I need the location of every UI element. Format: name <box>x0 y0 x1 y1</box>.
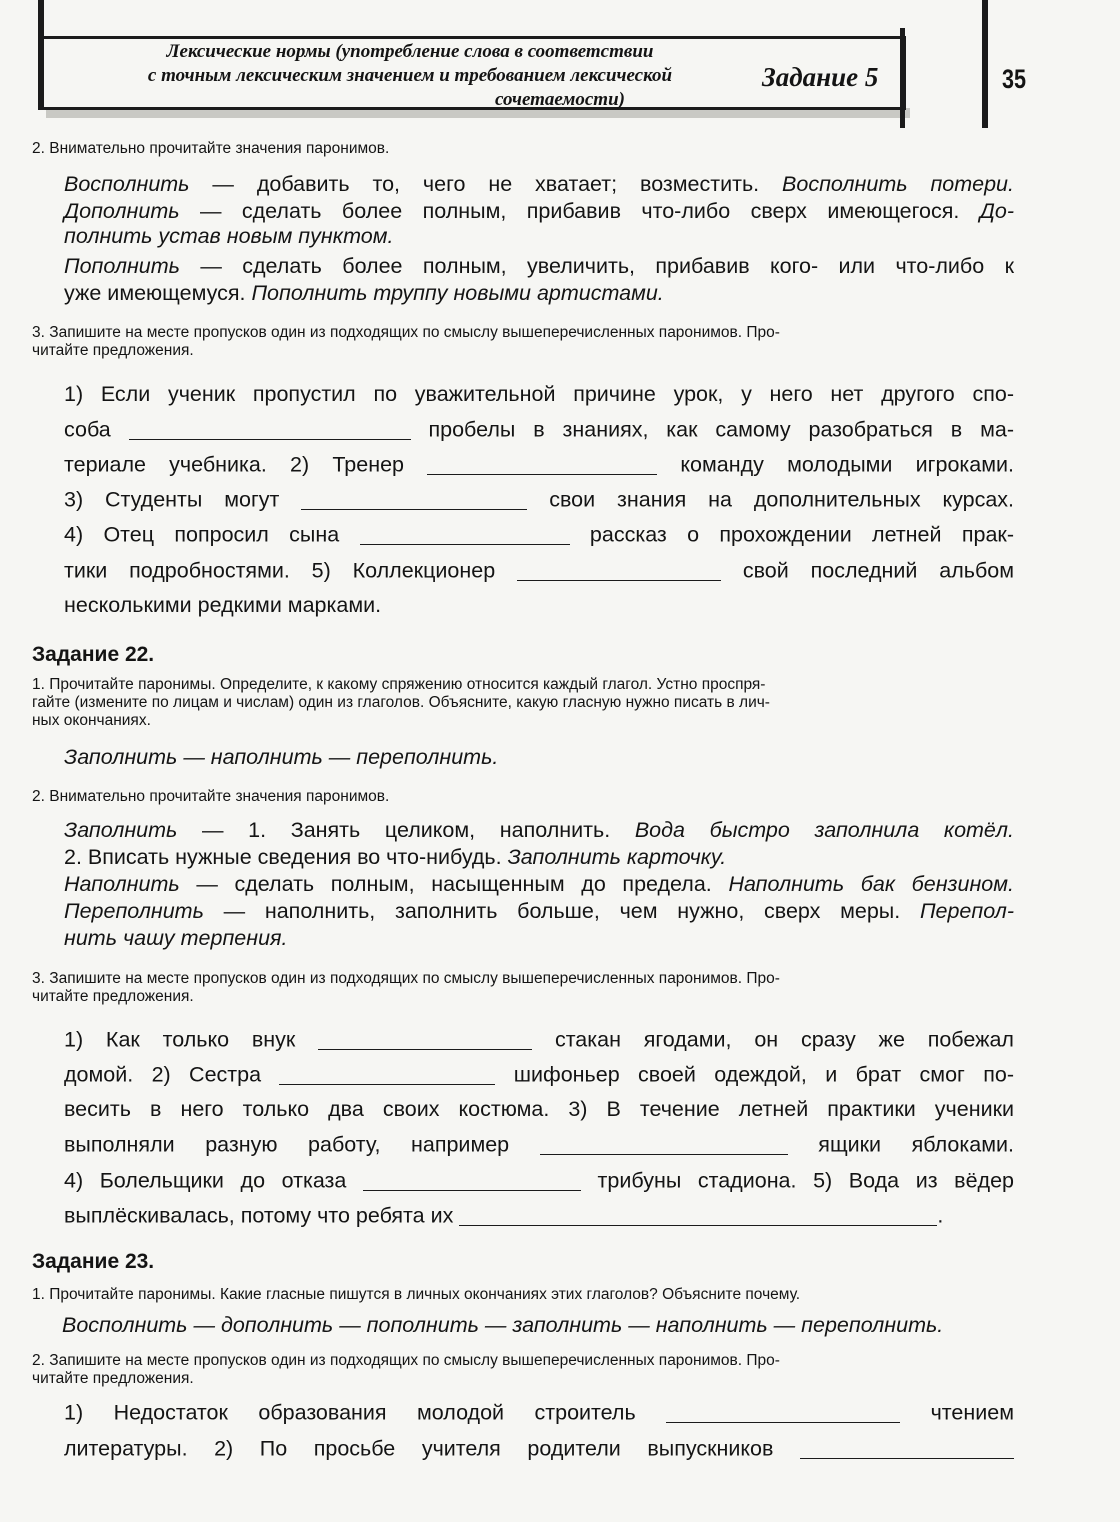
s22-d3-example-b: нить чашу терпения. <box>64 926 288 950</box>
answer-blank[interactable] <box>427 452 657 475</box>
s22-s4a: выполняли разную работу, например <box>64 1132 510 1157</box>
s22-d1b-example: Заполнить карточку. <box>507 845 727 869</box>
s21-s2a: соба <box>64 417 111 442</box>
s21-def2-example-a: До- <box>979 199 1014 223</box>
s21-s5b: рассказ о прохождении летней прак- <box>589 522 1014 547</box>
s22-paronyms: Заполнить — наполнить — переполнить. <box>64 745 499 769</box>
s21-def3-text-b: уже имеющемуся. <box>64 281 252 305</box>
s21-def2-text: — сделать более полным, прибавив что-либо сверх имеющегося. <box>179 199 980 223</box>
header-title <box>60 40 760 112</box>
s21-def1-word: Восполнить <box>64 172 190 196</box>
s21-s4a: 3) Студенты могут <box>64 487 280 512</box>
s22-sentence-line2 <box>64 1062 1014 1088</box>
s21-item2-instruction: 2. Внимательно прочитайте значения паронимов. <box>32 140 390 157</box>
s23-item2 <box>32 1352 1012 1388</box>
answer-blank[interactable] <box>540 1132 788 1155</box>
s21-def2 <box>64 199 1014 224</box>
s21-def2-example-b: полнить устав новым пунктом. <box>64 224 394 248</box>
header-task-label: Задание 5 <box>762 62 879 92</box>
s22-item2-instruction: 2. Внимательно прочитайте значения паронимов. <box>32 788 390 805</box>
s23-s2a: литературы. 2) По просьбе учителя родители выпускников <box>64 1436 774 1461</box>
s21-s6a: тики подробностями. 5) Коллекционер <box>64 558 496 583</box>
s21-def2-word: Дополнить <box>64 199 180 223</box>
s23-s1b: чтением <box>930 1400 1014 1425</box>
s21-sentence-line7: несколькими редкими марками. <box>64 593 382 617</box>
s23-sentence-line1 <box>64 1400 1014 1426</box>
s21-sentence-line6 <box>64 558 1014 584</box>
s23-sentence-line2 <box>64 1436 1014 1462</box>
s21-s6b: свой последний альбом <box>742 558 1015 583</box>
s21-def1 <box>64 172 1014 197</box>
answer-blank[interactable] <box>363 1168 581 1191</box>
s21-def3 <box>64 254 1014 279</box>
page-edge-rule <box>982 0 988 128</box>
s23-s1a: 1) Недостаток образования молодой строитель <box>64 1400 636 1425</box>
s21-sentence-line1: 1) Если ученик пропустил по уважительной причине урок, у него нет другого спо- <box>64 382 1014 406</box>
header-title-line3: сочетаемости) <box>495 89 625 110</box>
s22-item1-a: 1. Прочитайте паронимы. Определите, к какому спряжению относится каждый глагол. Устно проспря- <box>32 676 766 693</box>
answer-blank[interactable] <box>459 1203 937 1226</box>
s22-d1-text: — 1. Занять целиком, наполнить. <box>177 818 635 842</box>
s22-sentence-line3: весить в него только два своих костюма. 3) В течение летней практики ученики <box>64 1097 1014 1121</box>
s22-d2-word: Наполнить <box>64 872 180 896</box>
s21-def1-example: Восполнить потери. <box>782 172 1014 196</box>
s22-def3 <box>64 899 1014 924</box>
s21-s3a: териале учебника. 2) Тренер <box>64 452 404 477</box>
s22-s1b: стакан ягодами, он сразу же побежал <box>554 1027 1014 1052</box>
s22-heading: Задание 22. <box>32 643 155 666</box>
s22-d3-text: — наполнить, заполнить больше, чем нужно, сверх меры. <box>203 899 920 923</box>
s22-item3-instruction-b: читайте предложения. <box>32 988 194 1005</box>
answer-blank[interactable] <box>301 487 527 510</box>
s21-s4b: свои знания на дополнительных курсах. <box>549 487 1014 512</box>
s22-item1-b: гайте (измените по лицам и числам) один из глаголов. Объясните, какую гласную нужно писать в лич- <box>32 694 770 711</box>
s23-item1: 1. Прочитайте паронимы. Какие гласные пишутся в личных окончаниях этих глаголов? Объясните почему. <box>32 1286 801 1303</box>
s22-d1b-text: 2. Вписать нужные сведения во что-нибудь. <box>64 845 508 869</box>
s22-s5a: 4) Болельщики до отказа <box>64 1168 347 1193</box>
s22-d1-word: Заполнить <box>64 818 178 842</box>
answer-blank[interactable] <box>517 558 721 581</box>
s22-item3-instruction <box>32 970 1012 1006</box>
s23-item2-b: читайте предложения. <box>32 1370 194 1387</box>
s22-item1 <box>32 676 1012 730</box>
answer-blank[interactable] <box>279 1062 495 1085</box>
s22-sentence-line4 <box>64 1132 1014 1158</box>
s22-def1 <box>64 818 1014 843</box>
s21-sentence-line4 <box>64 487 1014 513</box>
header-title-line1: Лексические нормы (употребление слова в соответствии <box>166 41 654 62</box>
s22-s1a: 1) Как только внук <box>64 1027 296 1052</box>
answer-blank[interactable] <box>129 417 411 440</box>
s22-d3-word: Переполнить <box>64 899 204 923</box>
s22-s5b: трибуны стадиона. 5) Вода из вёдер <box>597 1168 1014 1193</box>
s22-s6b: . <box>937 1203 944 1228</box>
s23-heading: Задание 23. <box>32 1250 155 1273</box>
s21-sentence-line5 <box>64 522 1014 548</box>
s21-s5a: 4) Отец попросил сына <box>64 522 340 547</box>
s21-def3-line2 <box>64 281 1014 306</box>
s21-s2b: пробелы в знаниях, как самому разобраться в ма- <box>428 417 1014 442</box>
s21-def3-text: — сделать более полным, увеличить, прибавив кого- или что-либо к <box>179 254 1014 278</box>
s23-paronyms: Восполнить — дополнить — пополнить — заполнить — наполнить — переполнить. <box>62 1313 944 1337</box>
s21-def1-text: — добавить то, чего не хватает; возместить. <box>189 172 783 196</box>
s21-s3b: команду молодыми игроками. <box>680 452 1014 477</box>
answer-blank[interactable] <box>360 522 570 545</box>
answer-blank[interactable] <box>318 1027 532 1050</box>
s22-s6a: выплёскивалась, потому что ребята их <box>64 1203 454 1228</box>
s22-d2-example: Наполнить бак бензином. <box>728 872 1014 896</box>
s22-d3-example-a: Перепол- <box>919 899 1014 923</box>
s22-d1-example: Вода быстро заполнила котёл. <box>634 818 1014 842</box>
header-divider <box>900 28 905 128</box>
s22-sentence-line1 <box>64 1027 1014 1053</box>
s22-def2 <box>64 872 1014 897</box>
answer-blank[interactable] <box>800 1436 1014 1459</box>
s22-s4b: ящики яблоками. <box>818 1132 1014 1157</box>
s22-sentence-line5 <box>64 1168 1014 1194</box>
header-title-line2: с точным лексическим значением и требованием лексической <box>147 65 673 86</box>
s21-item3-instruction-b: читайте предложения. <box>32 342 194 359</box>
s21-item3-instruction <box>32 324 1012 360</box>
answer-blank[interactable] <box>666 1400 900 1423</box>
s22-s2a: домой. 2) Сестра <box>64 1062 262 1087</box>
s21-sentence-line3 <box>64 452 1014 478</box>
s21-item3-instruction-a: 3. Запишите на месте пропусков один из подходящих по смыслу вышеперечисленных паронимов. Про- <box>32 324 780 341</box>
s21-def3-word: Пополнить <box>64 254 180 278</box>
s22-item1-c: ных окончаниях. <box>32 712 151 729</box>
page-number: 35 <box>1002 64 1027 94</box>
s21-def3-example: Пополнить труппу новыми артистами. <box>251 281 664 305</box>
s22-d2-text: — сделать полным, насыщенным до предела. <box>179 872 729 896</box>
s22-item3-instruction-a: 3. Запишите на месте пропусков один из подходящих по смыслу вышеперечисленных паронимов. Про- <box>32 970 780 987</box>
s22-def1b <box>64 845 1014 870</box>
s22-s2b: шифоньер своей одеждой, и брат смог по- <box>513 1062 1014 1087</box>
s22-sentence-line6 <box>64 1203 1014 1229</box>
s23-item2-a: 2. Запишите на месте пропусков один из подходящих по смыслу вышеперечисленных паронимов. Про- <box>32 1352 780 1369</box>
s21-sentence-line2 <box>64 417 1014 443</box>
